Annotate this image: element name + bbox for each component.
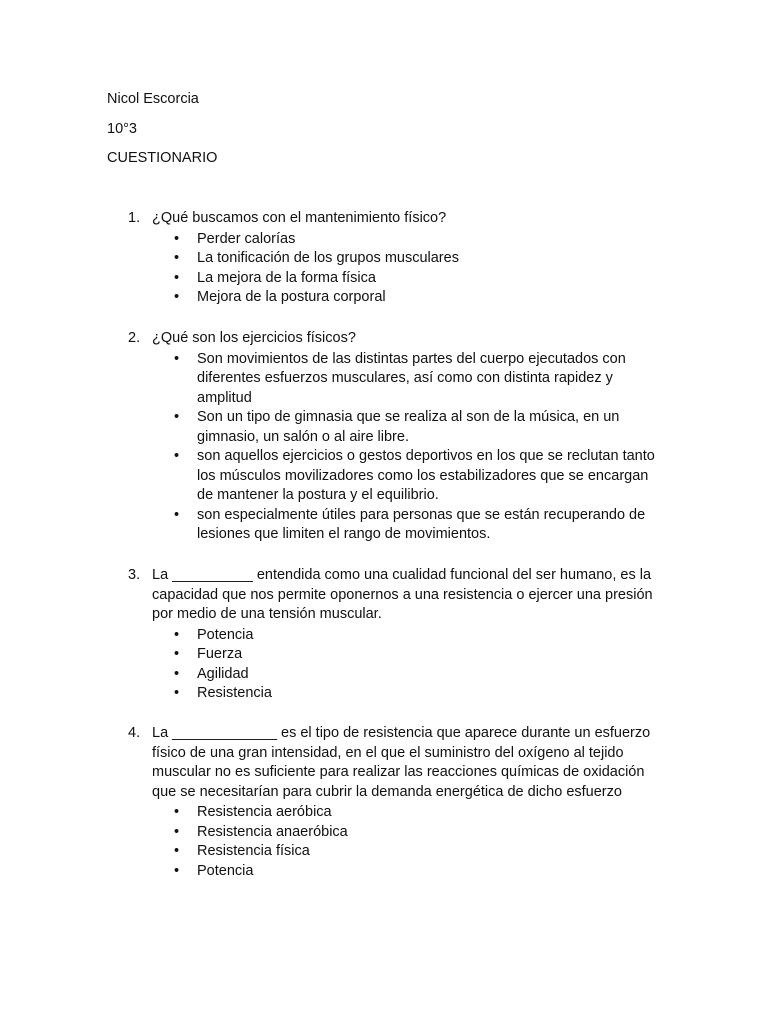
list-item [128, 288, 668, 308]
options-list [128, 350, 668, 545]
question-number: 3. [128, 567, 141, 583]
list-item [128, 626, 668, 646]
question-text: ¿Qué son los ejercicios físicos? [152, 330, 356, 346]
question-2 [128, 329, 668, 545]
list-item [128, 447, 668, 506]
list-item [128, 823, 668, 843]
list-item [128, 269, 668, 289]
option-text: Son movimientos de las distintas partes del cuerpo ejecutados con diferentes esfuerzos musculares, así como con distinta rapidez y amplitud [197, 350, 626, 406]
bullet-icon: • [174, 665, 180, 682]
student-name: Nicol Escorcia [107, 91, 199, 107]
bullet-icon: • [174, 685, 180, 701]
bullet-icon: • [174, 409, 180, 425]
list-item [128, 230, 668, 250]
list-item [128, 645, 668, 665]
list-item [128, 684, 668, 704]
bullet-icon: • [174, 289, 180, 305]
bullet-icon: • [174, 506, 180, 523]
option-text: La mejora de la forma física [197, 269, 376, 286]
question-number: 1. [128, 210, 141, 226]
question-4 [128, 724, 668, 881]
option-text: Son un tipo de gimnasia que se realiza al son de la música, en un gimnasio, un salón o al aire libre. [197, 409, 620, 445]
option-text: Resistencia anaeróbica [197, 823, 348, 840]
bullet-icon: • [174, 230, 180, 247]
options-list [128, 230, 668, 308]
question-text: La __________ entendida como una cualidad funcional del ser humano, es la capacidad que nos permite oponernos a una resistencia o ejercer una presión por medio de una tensión muscular. [152, 567, 653, 622]
list-item [128, 506, 668, 545]
student-grade: 10°3 [107, 121, 137, 137]
option-text: Potencia [197, 862, 254, 879]
question-text: ¿Qué buscamos con el mantenimiento físico? [152, 210, 447, 226]
list-item [128, 665, 668, 685]
option-text: Perder calorías [197, 230, 296, 247]
bullet-icon: • [174, 269, 180, 286]
bullet-icon: • [174, 350, 180, 367]
question-number: 4. [128, 725, 141, 741]
bullet-icon: • [174, 626, 180, 643]
question-3 [128, 566, 668, 704]
option-text: Resistencia aeróbica [197, 804, 332, 820]
option-text: son aquellos ejercicios o gestos deportivos en los que se reclutan tanto los músculos movilizadores como los estabilizadores que se encargan de mantener la postura y el equilibrio. [197, 448, 655, 503]
list-item [128, 862, 668, 882]
bullet-icon: • [174, 823, 180, 840]
bullet-icon: • [174, 448, 180, 464]
bullet-icon: • [174, 862, 180, 879]
list-item [128, 842, 668, 862]
option-text: son especialmente útiles para personas que se están recuperando de lesiones que limiten el rango de movimientos. [197, 506, 646, 542]
list-item [128, 803, 668, 823]
question-1 [128, 209, 668, 308]
bullet-icon: • [174, 804, 180, 820]
options-list [128, 626, 668, 704]
bullet-icon: • [174, 646, 180, 662]
question-text: La _____________ es el tipo de resistencia que aparece durante un esfuerzo físico de una gran intensidad, en el que el suministro del oxígeno al tejido muscular no es suficiente para realizar las reacciones químicas de oxidación que se necesitarían para cubrir la demanda energética de dicho esfuerzo [152, 725, 651, 800]
options-list [128, 803, 668, 881]
document-title: CUESTIONARIO [107, 150, 218, 166]
list-item [128, 350, 668, 409]
bullet-icon: • [174, 250, 180, 266]
list-item [128, 408, 668, 447]
option-text: La tonificación de los grupos musculares [197, 250, 459, 266]
option-text: Potencia [197, 626, 254, 643]
option-text: Resistencia [197, 685, 272, 701]
question-number: 2. [128, 330, 141, 346]
option-text: Resistencia física [197, 843, 310, 859]
list-item [128, 249, 668, 269]
option-text: Mejora de la postura corporal [197, 289, 386, 305]
option-text: Fuerza [197, 646, 243, 662]
bullet-icon: • [174, 843, 180, 859]
option-text: Agilidad [197, 665, 249, 682]
